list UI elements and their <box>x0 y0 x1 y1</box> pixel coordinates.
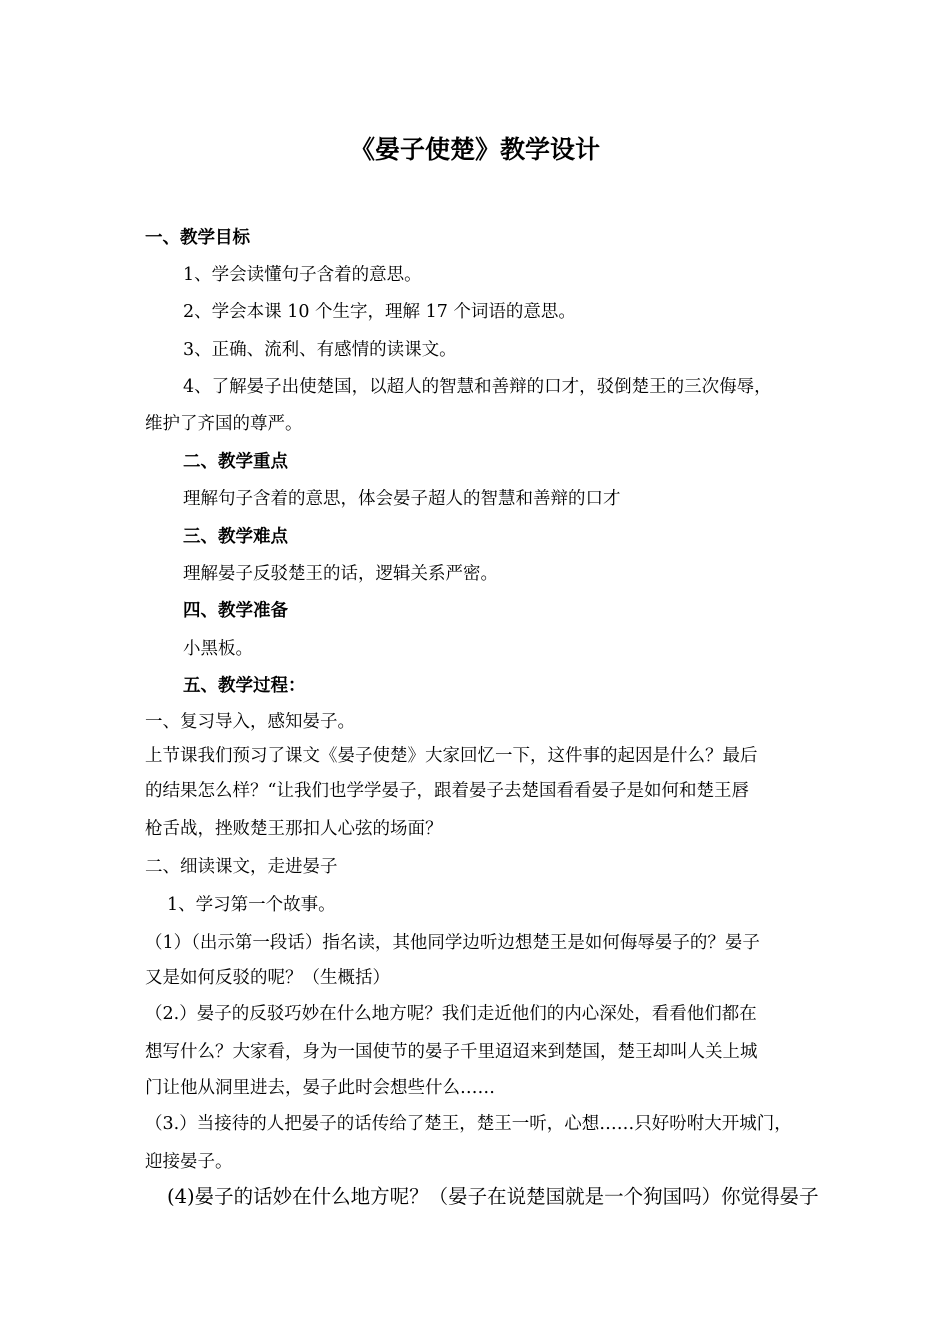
item-3-line-1: （3.）当接待的人把晏子的话传给了楚王，楚王一听，心想……只好吩咐大开城门， <box>145 1114 792 1134</box>
preparation-text: 小黑板。 <box>183 639 253 659</box>
item-2-line-3: 门让他从洞里进去，晏子此时会想些什么…… <box>145 1078 495 1098</box>
goal-1: 1、学会读懂句子含着的意思。 <box>183 265 422 285</box>
process-step-1-heading: 一、复习导入，感知晏子。 <box>145 712 355 732</box>
goal-4-line-1: 4、了解晏子出使楚国，以超人的智慧和善辩的口才，驳倒楚王的三次侮辱， <box>183 377 772 397</box>
goal-2: 2、学会本课 10 个生字，理解 17 个词语的意思。 <box>183 302 576 322</box>
goal-4-line-2: 维护了齐国的尊严。 <box>145 414 303 434</box>
difficulties-text: 理解晏子反驳楚王的话，逻辑关系严密。 <box>183 564 498 584</box>
goal-3: 3、正确、流利、有感情的读课文。 <box>183 340 457 360</box>
key-points-text: 理解句子含着的意思，体会晏子超人的智慧和善辩的口才 <box>183 489 621 509</box>
item-4-line-1: (4)晏子的话妙在什么地方呢？（晏子在说楚国就是一个狗国吗）你觉得晏子 <box>167 1185 819 1208</box>
item-3-line-2: 迎接晏子。 <box>145 1152 233 1172</box>
heading-key-points: 二、教学重点 <box>183 452 288 472</box>
item-1-line-2: 又是如何反驳的呢？（生概括） <box>145 968 390 988</box>
heading-difficulties: 三、教学难点 <box>183 527 288 547</box>
review-paragraph-line-1: 上节课我们预习了课文《晏子使楚》大家回忆一下，这件事的起因是什么？最后 <box>145 746 758 766</box>
item-1-line-1: （1）（出示第一段话）指名读，其他同学边听边想楚王是如何侮辱晏子的？晏子 <box>145 933 760 953</box>
item-2-line-2: 想写什么？大家看，身为一国使节的晏子千里迢迢来到楚国，楚王却叫人关上城 <box>145 1042 758 1062</box>
story-1-heading: 1、学习第一个故事。 <box>167 895 336 915</box>
heading-preparation: 四、教学准备 <box>183 601 288 621</box>
review-paragraph-line-3: 枪舌战，挫败楚王那扣人心弦的场面？ <box>145 819 443 839</box>
heading-process: 五、教学过程： <box>183 676 306 696</box>
review-paragraph-line-2: 的结果怎么样？“让我们也学学晏子，跟着晏子去楚国看看晏子是如何和楚王唇 <box>145 781 749 801</box>
process-step-2-heading: 二、细读课文，走进晏子 <box>145 857 338 877</box>
page-title: 《晏子使楚》教学设计 <box>349 135 600 164</box>
heading-teaching-goals: 一、教学目标 <box>145 228 250 248</box>
item-2-line-1: （2.）晏子的反驳巧妙在什么地方呢？我们走近他们的内心深处，看看他们都在 <box>145 1004 757 1024</box>
